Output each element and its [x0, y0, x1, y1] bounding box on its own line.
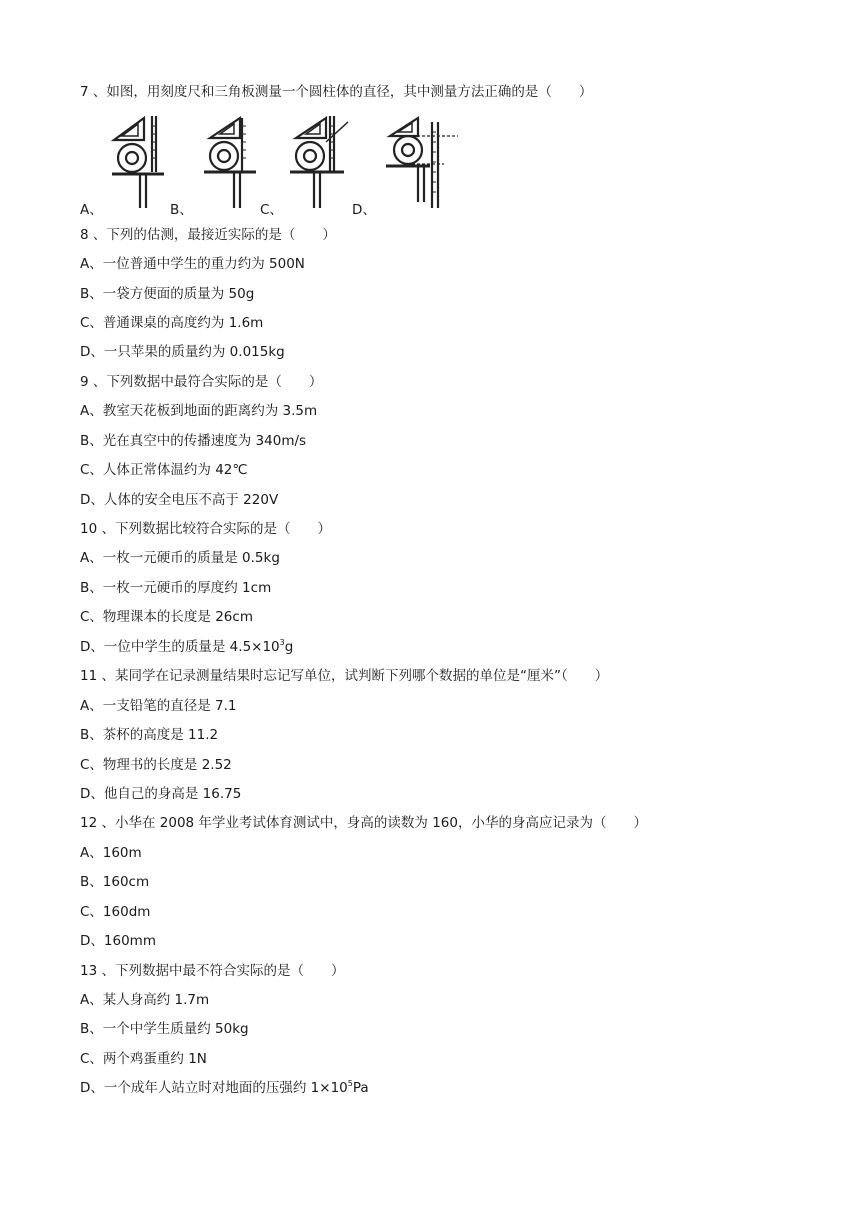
question-10-option-c: C、物理课本的长度是 26cm [80, 609, 253, 625]
question-11-option-b: B、茶杯的高度是 11.2 [80, 727, 219, 743]
question-12-option-d: D、160mm [80, 933, 156, 949]
question-9-option-b: B、光在真空中的传播速度为 340m/s [80, 433, 307, 449]
option-d-unit: g [284, 639, 294, 655]
question-9-option-a: A、教室天花板到地面的距离约为 3.5m [80, 403, 318, 419]
question-13-option-a: A、某人身高约 1.7m [80, 992, 210, 1008]
question-12-option-a: A、160m [80, 845, 142, 861]
option-d-prefix: D、一位中学生的质量是 4.5×10 [80, 639, 280, 655]
question-11-text: 11 、某同学在记录测量结果时忘记写单位，试判断下列哪个数据的单位是“厘米”（ ） [80, 668, 609, 684]
question-10-text: 10 、下列数据比较符合实际的是（ ） [80, 521, 331, 537]
question-10-option-b: B、一枚一元硬币的厚度约 1cm [80, 580, 272, 596]
option-d-exponent: 3 [279, 638, 285, 647]
question-8-option-d: D、一只苹果的质量约为 0.015kg [80, 344, 285, 360]
question-13-option-c: C、两个鸡蛋重约 1N [80, 1051, 207, 1067]
figure-b-diagram [198, 112, 260, 212]
question-7-figures [80, 112, 480, 218]
question-8-option-b: B、一袋方便面的质量为 50g [80, 286, 255, 302]
question-9-option-c: C、人体正常体温约为 42℃ [80, 462, 248, 478]
question-11-option-a: A、一支铅笔的直径是 7.1 [80, 698, 237, 714]
figure-b-label: B、 [170, 202, 193, 218]
question-7-text: 7 、如图，用刻度尺和三角板测量一个圆柱体的直径，其中测量方法正确的是（ ） [80, 84, 593, 100]
figure-c-diagram [286, 112, 352, 212]
question-10-option-d [80, 638, 293, 656]
option-d-prefix: D、一个成年人站立时对地面的压强约 1×10 [80, 1080, 348, 1096]
figure-d-label: D、 [352, 202, 376, 218]
question-8-text: 8 、下列的估测，最接近实际的是（ ） [80, 227, 336, 243]
question-12-option-c: C、160dm [80, 904, 151, 920]
option-d-unit: Pa [352, 1080, 369, 1096]
figure-a-label: A、 [80, 202, 103, 218]
question-11-option-c: C、物理书的长度是 2.52 [80, 757, 232, 773]
figure-d-diagram [382, 112, 462, 212]
question-11-option-d: D、他自己的身高是 16.75 [80, 786, 242, 802]
question-13-text: 13 、下列数据中最不符合实际的是（ ） [80, 963, 345, 979]
question-9-text: 9 、下列数据中最符合实际的是（ ） [80, 374, 323, 390]
question-12-option-b: B、160cm [80, 874, 150, 890]
question-9-option-d: D、人体的安全电压不高于 220V [80, 492, 279, 508]
question-13-option-b: B、一个中学生质量约 50kg [80, 1021, 249, 1037]
question-13-option-d [80, 1079, 369, 1097]
question-8-option-a: A、一位普通中学生的重力约为 500N [80, 256, 305, 272]
figure-c-label: C、 [260, 202, 283, 218]
question-12-text: 12 、小华在 2008 年学业考试体育测试中，身高的读数为 160，小华的身高应记录为（ ） [80, 815, 647, 831]
figure-a-diagram [108, 112, 170, 212]
question-8-option-c: C、普通课桌的高度约为 1.6m [80, 315, 264, 331]
question-10-option-a: A、一枚一元硬币的质量是 0.5kg [80, 550, 280, 566]
option-d-exponent: 5 [347, 1079, 353, 1088]
